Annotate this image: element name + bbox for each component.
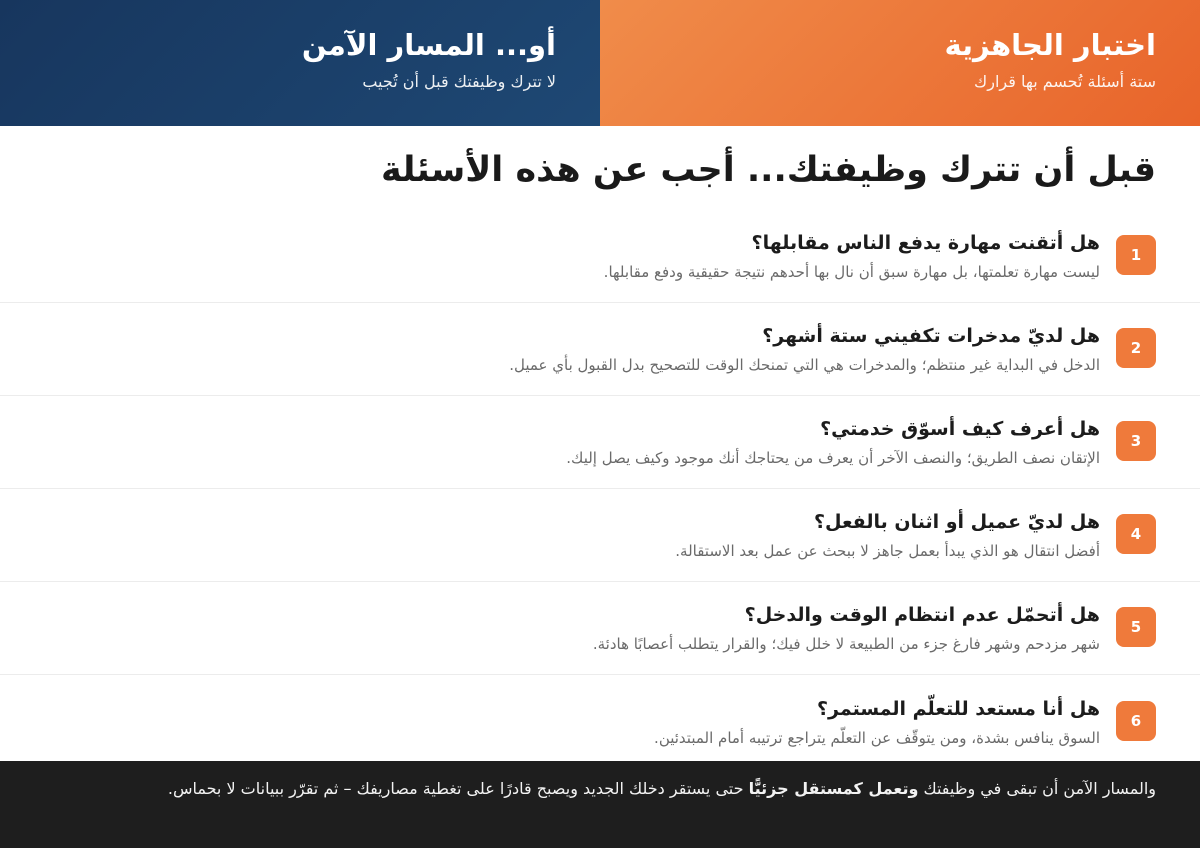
safe-path-panel xyxy=(0,0,600,126)
question-title: هل أتحمّل عدم انتظام الوقت والدخل؟ xyxy=(744,604,1100,626)
question-title: هل أتقنت مهارة يدفع الناس مقابلها؟ xyxy=(751,232,1100,254)
main-content xyxy=(0,126,1200,760)
question-description: الإتقان نصف الطريق؛ والنصف الآخر أن يعرف من يحتاجك أنك موجود وكيف يصل إليك. xyxy=(566,449,1100,467)
question-item xyxy=(0,303,1200,396)
question-title: هل لديّ مدخرات تكفيني ستة أشهر؟ xyxy=(762,325,1100,347)
question-item xyxy=(0,396,1200,489)
question-item xyxy=(0,210,1200,303)
question-number-badge: 2 xyxy=(1116,328,1156,368)
question-item xyxy=(0,489,1200,582)
question-number-badge: 3 xyxy=(1116,421,1156,461)
readiness-subtitle: ستة أسئلة تُحسم بها قرارك xyxy=(974,72,1156,91)
question-title: هل أعرف كيف أسوّق خدمتي؟ xyxy=(820,418,1100,440)
question-text xyxy=(44,601,1100,655)
question-number-badge: 1 xyxy=(1116,235,1156,275)
question-title: هل أنا مستعد للتعلّم المستمر؟ xyxy=(816,697,1100,720)
footer-text-end: حتى يستقر دخلك الجديد ويصبح قادرًا على تغطية مصاريفك – ثم تقرّر ببيانات لا بحماس. xyxy=(167,779,749,798)
question-text xyxy=(44,322,1100,376)
readiness-title: اختبار الجاهزية xyxy=(944,28,1156,62)
question-number-badge: 5 xyxy=(1116,607,1156,647)
header-banner xyxy=(0,0,1200,126)
question-item xyxy=(0,675,1200,768)
question-text xyxy=(44,415,1100,469)
question-description: شهر مزدحم وشهر فارغ جزء من الطبيعة لا خلل فيك؛ والقرار يتطلب أعصابًا هادئة. xyxy=(592,635,1100,653)
readiness-test-panel xyxy=(600,0,1200,126)
question-title: هل لديّ عميل أو اثنان بالفعل؟ xyxy=(813,511,1100,533)
question-item xyxy=(0,582,1200,675)
footer-text-bold: وتعمل كمستقل جزئيًّا xyxy=(748,779,919,798)
question-description: أفضل انتقال هو الذي يبدأ بعمل جاهز لا ببحث عن عمل بعد الاستقالة. xyxy=(675,542,1100,560)
question-description: ليست مهارة تعلمتها، بل مهارة سبق أن نال بها أحدهم نتيجة حقيقية ودفع مقابلها. xyxy=(603,263,1100,281)
footer-note xyxy=(0,761,1200,848)
question-text xyxy=(44,229,1100,283)
question-text xyxy=(44,695,1100,749)
footer-text-start: والمسار الآمن أن تبقى في وظيفتك xyxy=(918,779,1156,798)
page-title: قبل أن تترك وظيفتك... أجب عن هذه الأسئلة xyxy=(381,150,1156,190)
question-description: السوق ينافس بشدة، ومن يتوقّف عن التعلّم يتراجع ترتيبه أمام المبتدئين. xyxy=(654,728,1100,747)
question-number-badge: 4 xyxy=(1116,514,1156,554)
safe-path-subtitle: لا تترك وظيفتك قبل أن تُجيب xyxy=(362,72,556,91)
question-description: الدخل في البداية غير منتظم؛ والمدخرات هي التي تمنحك الوقت للتصحيح بدل القبول بأي عميل. xyxy=(509,356,1100,374)
questions-list xyxy=(0,210,1200,768)
safe-path-title: أو... المسار الآمن xyxy=(301,28,556,62)
question-text xyxy=(44,508,1100,562)
question-number-badge: 6 xyxy=(1116,701,1156,741)
